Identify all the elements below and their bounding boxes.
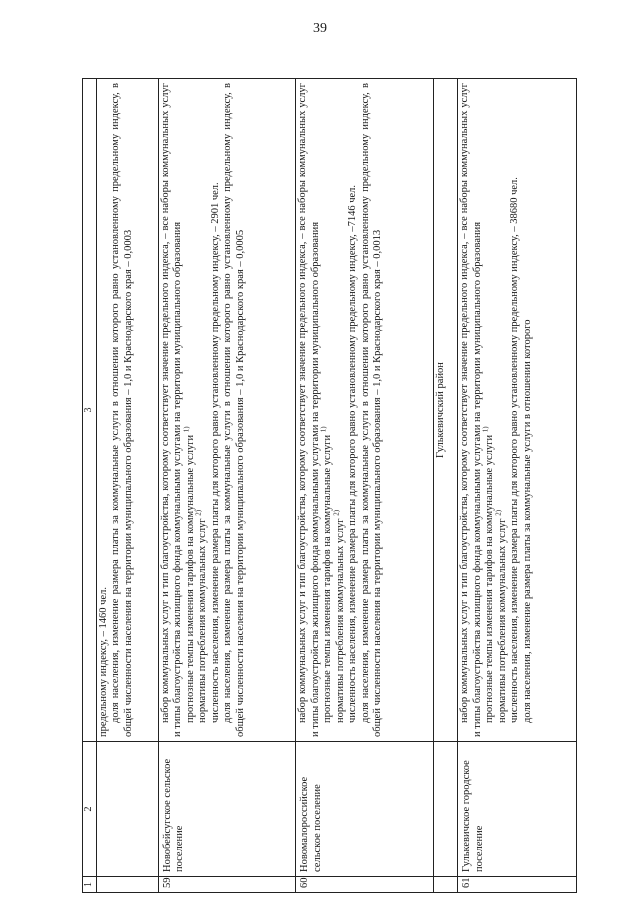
- table-row: [296, 79, 434, 893]
- district-row: [434, 79, 458, 893]
- header-col-1: 1: [83, 877, 97, 893]
- text-line: доля населения, изменение размера платы за коммунальные услуги в отношении которого: [521, 319, 533, 723]
- table-row: [458, 79, 577, 893]
- description-cell: [296, 79, 434, 742]
- row-number-cell: 61: [458, 877, 577, 893]
- text-line: прогнозные темпы изменения тарифов на коммунальные услуги: [184, 434, 196, 723]
- text-line: предельному индексу, – 1460 чел.: [97, 587, 109, 737]
- text-line: набор коммунальных услуг и тип благоустройства, которому соответствует значение предельного индекса, – все наборы коммунальных услуг и типы благоустройства жилищного фонда коммунальными услугами на территории муниципального образования: [459, 83, 483, 737]
- page-number: 39: [313, 21, 327, 36]
- table-row-carry-over: [96, 79, 158, 893]
- description-cell: [158, 79, 296, 742]
- row-number-cell: [96, 877, 158, 893]
- text-line: доля населения, изменение размера платы за коммунальные услуги в отношении которого равно установленному предельному индексу, в общей численности населения на территории муниципального образования – 1,0 и Краснодарского края – 0,0005: [222, 83, 246, 737]
- row-number-cell: [434, 877, 458, 893]
- description-cell: [458, 79, 577, 742]
- settlement-name-cell: Новобейсугское сельское поселение: [158, 742, 296, 877]
- district-name: Гулькевичский район: [434, 79, 458, 742]
- footnote-mark: 1): [481, 426, 490, 433]
- settlement-name-cell: Гулькевичское городское поселение: [458, 742, 577, 877]
- footnote-mark: 1): [182, 426, 190, 433]
- text-line: численность населения, изменение размера платы для которого равно установленному предельному индексу, –7146 чел.: [347, 184, 359, 723]
- footnote-mark: 2): [194, 509, 203, 516]
- settlement-name-cell: [434, 742, 458, 877]
- text-line: нормативы потребления коммунальных услуг: [334, 518, 346, 723]
- footnote-mark: 1): [319, 426, 328, 433]
- text-line: доля населения, изменение размера платы за коммунальные услуги в отношении которого равно установленному предельному индексу, в общей численности населения на территории муниципального образования – 1,0 и Краснодарского края – 0,0013: [359, 83, 384, 737]
- text-line: набор коммунальных услуг и тип благоустройства, которому соответствует значение предельного индекса, – все наборы коммунальных услуг и типы благоустройства жилищного фонда коммунальными услугами на территории муниципального образования: [159, 83, 183, 737]
- text-line: прогнозные темпы изменения тарифов на коммунальные услуги: [484, 434, 496, 723]
- settlement-name-cell: Новомалороссийское сельское поселение: [296, 742, 434, 877]
- header-col-3: 3: [83, 79, 97, 742]
- table-row: [158, 79, 296, 893]
- text-line: численность населения, изменение размера платы для которого равно установленному предельному индексу, – 2901 чел.: [209, 182, 221, 723]
- data-table: [82, 78, 577, 893]
- text-line: численность населения, изменение размера платы для которого равно установленному предельному индексу, – 38680 чел.: [509, 177, 521, 723]
- header-col-2: 2: [83, 742, 97, 877]
- footnote-mark: 2): [494, 509, 503, 516]
- row-number-cell: 59: [158, 877, 296, 893]
- footnote-mark: 2): [332, 509, 341, 516]
- text-line: набор коммунальных услуг и тип благоустройства, которому соответствует значение предельного индекса, – все наборы коммунальных услуг и типы благоустройства жилищного фонда коммунальными услугами на территории муниципального образования: [297, 83, 321, 737]
- settlement-name-cell: [96, 742, 158, 877]
- header-row: [83, 79, 97, 893]
- description-cell: [96, 79, 158, 742]
- text-line: прогнозные темпы изменения тарифов на коммунальные услуги: [322, 434, 334, 723]
- rotated-table-container: [82, 78, 577, 893]
- row-number-cell: 60: [296, 877, 434, 893]
- text-line: нормативы потребления коммунальных услуг: [496, 518, 508, 723]
- text-line: доля населения, изменение размера платы за коммунальные услуги в отношении которого равно установленному предельному индексу, в общей численности населения на территории муниципального образования – 1,0 и Краснодарского края – 0,0003: [110, 83, 134, 737]
- text-line: нормативы потребления коммунальных услуг: [197, 518, 208, 723]
